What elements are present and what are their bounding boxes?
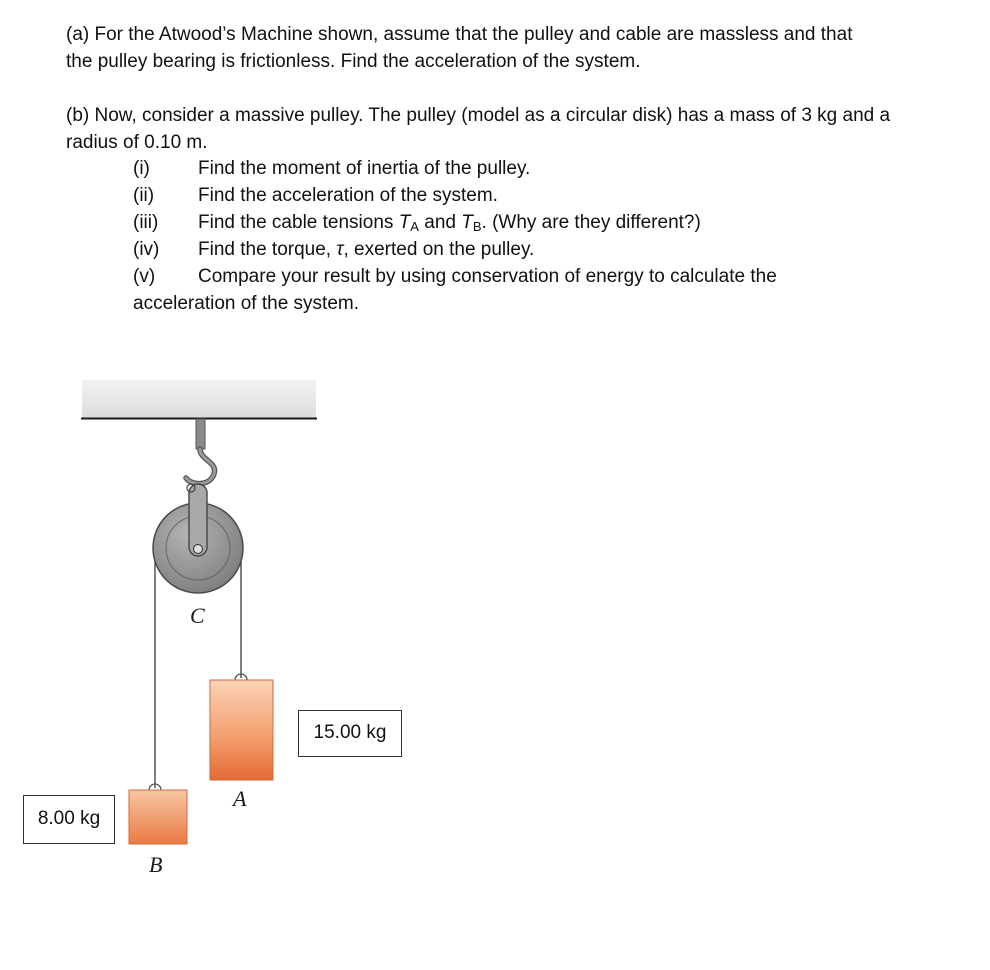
item-ii-number: (ii) <box>133 185 155 206</box>
pulley <box>153 484 243 593</box>
mass-a-box: 15.00 kg <box>298 710 402 757</box>
part-b-line-2: radius of 0.10 m. <box>66 132 208 153</box>
part-a-line-1: (a) For the Atwood’s Machine shown, assume that the pulley and cable are massless and that <box>66 24 853 45</box>
block-label-b: B <box>149 852 163 877</box>
item-iii-number: (iii) <box>133 212 159 233</box>
hook-icon <box>186 419 215 484</box>
item-iv-text: Find the torque, τ, exerted on the pulley. <box>198 239 535 260</box>
block-a <box>210 674 273 780</box>
item-v-continuation: acceleration of the system. <box>133 293 359 314</box>
item-iv-number: (iv) <box>133 239 160 260</box>
item-v-text: Compare your result by using conservation of energy to calculate the <box>198 266 777 287</box>
pulley-label-c: C <box>190 603 205 628</box>
item-i-number: (i) <box>133 158 150 179</box>
item-i-text: Find the moment of inertia of the pulley. <box>198 158 531 179</box>
item-iii-text: Find the cable tensions $T_A$ and $T_B$. (Why are they different?) <box>198 212 701 234</box>
ceiling <box>81 380 317 419</box>
item-v-number: (v) <box>133 266 156 287</box>
block-label-a: A <box>233 786 247 811</box>
block-b <box>129 784 187 844</box>
part-a-line-2: the pulley bearing is frictionless. Find the acceleration of the system. <box>66 51 641 72</box>
mass-b-box: 8.00 kg <box>23 795 115 844</box>
item-ii-text: Find the acceleration of the system. <box>198 185 498 206</box>
part-b-line-1: (b) Now, consider a massive pulley. The pulley (model as a circular disk) has a mass of 3 kg and a <box>66 105 891 126</box>
